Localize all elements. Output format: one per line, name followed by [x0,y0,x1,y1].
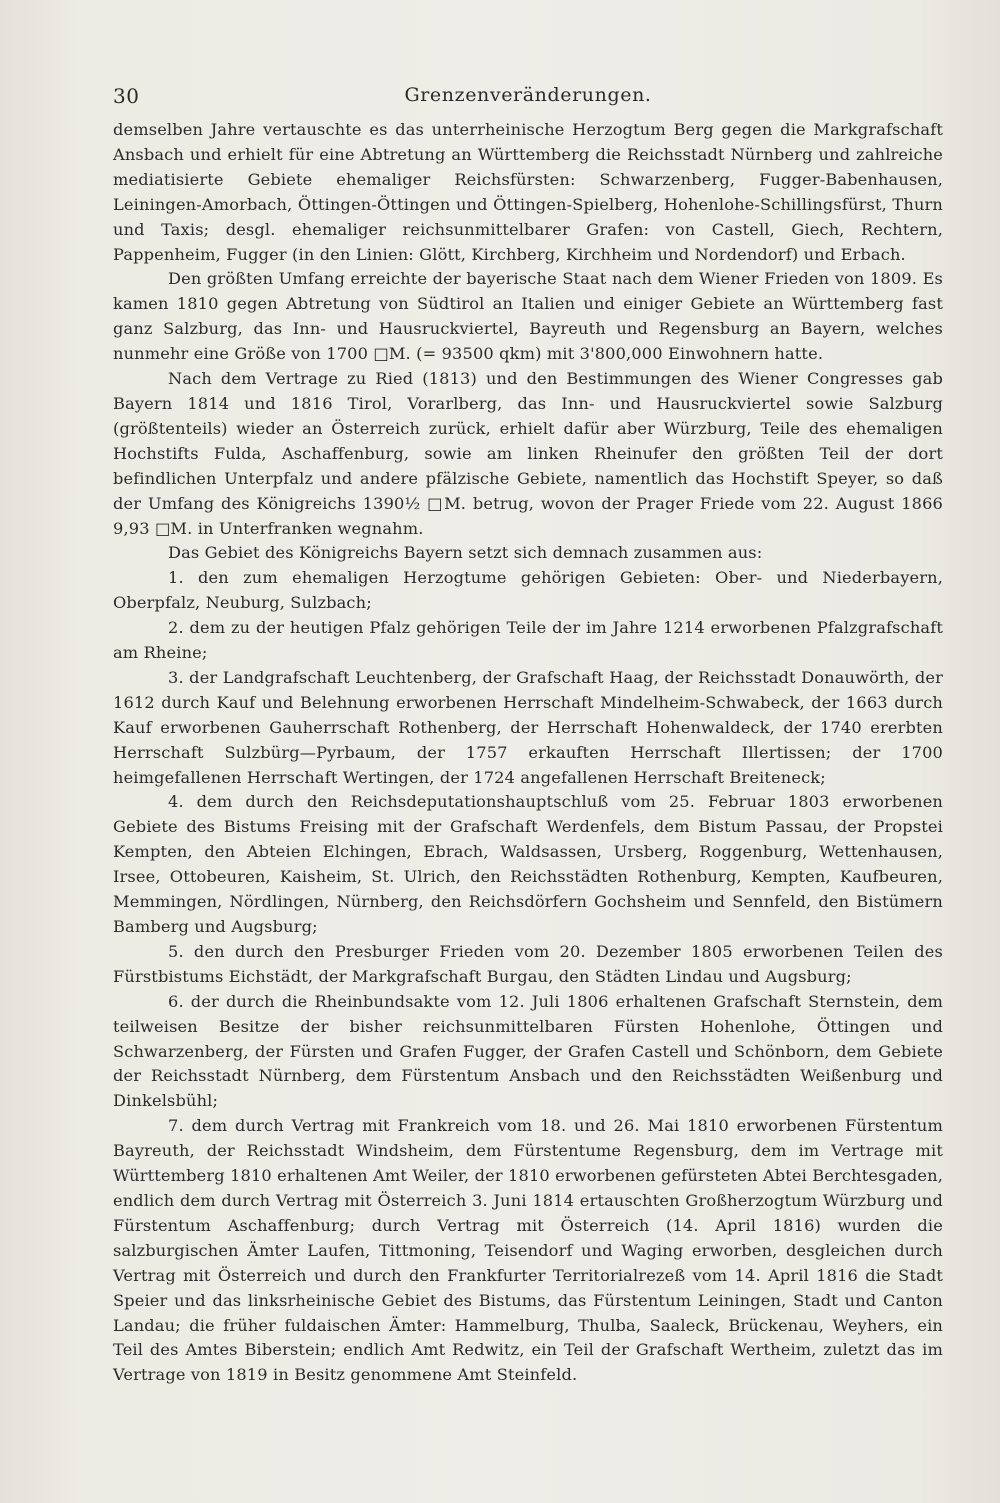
list-item: 2. dem zu der heutigen Pfalz gehörigen Teile der im Jahre 1214 erworbenen Pfalzgrafschaft am Rheine; [113,618,943,663]
page-header [113,84,943,114]
paragraph-gebiet-intro: Das Gebiet des Königreichs Bayern setzt sich demnach zusammen aus: [168,543,763,563]
list-item: 6. der durch die Rheinbundsakte vom 12. Juli 1806 erhaltenen Grafschaft Sternstein, dem teilweisen Besitze der bisher reichsunmittelbaren Fürsten Hohenlohe, Öttingen und Schwarzenberg, der Fürsten und Grafen Fugger, der Grafen Castell und Schönborn, dem Gebiete der Reichsstadt Nürnberg, dem Fürstentum Ansbach und den Reichsstädten Weißenburg und Dinkelsbühl; [113,991,943,1111]
list-item: 1. den zum ehemaligen Herzogtume gehörigen Gebieten: Ober- und Niederbayern, Oberpfalz, Neuburg, Sulzbach; [113,568,943,613]
running-title: Grenzenveränderungen. [404,84,652,106]
page-number: 30 [113,84,140,108]
body-text [113,118,943,1388]
list-item: 4. dem durch den Reichsdeputationshauptschluß vom 25. Februar 1803 erworbenen Gebiete des Bistums Freising mit der Grafschaft Werdenfels, dem Bistum Passau, der Propstei Kempten, den Abteien Elchingen, Ebrach, Waldsassen, Ursberg, Roggenburg, Wettenhausen, Irsee, Ottobeuren, Kaisheim, St. Ulrich, den Reichsstädten Rothenburg, Kempten, Kaufbeuren, Memmingen, Nördlingen, Nürnberg, den Reichsdörfern Gochsheim und Sennfeld, den Bistümern Bamberg und Augsburg; [113,792,943,936]
paragraph-continuation: demselben Jahre vertauschte es das unterrheinische Herzogtum Berg gegen die Markgrafschaft Ansbach und erhielt für eine Abtretung an Württemberg die Reichsstadt Nürnberg und zahlreiche mediatisierte Gebiete ehemaliger Reichsfürsten: Schwarzenberg, Fugger-Babenhausen, Leiningen-Amorbach, Öttingen-Öttingen und Öttingen-Spielberg, Hohenlohe-Schillingsfürst, Thurn und Taxis; desgl. ehemaliger reichsunmittelbarer Grafen: von Castell, Giech, Rechtern, Pappenheim, Fugger (in den Linien: Glött, Kirchberg, Kirchheim und Nordendorf) und Erbach. [113,120,943,264]
paragraph-vertrag-ried: Nach dem Vertrage zu Ried (1813) und den Bestimmungen des Wiener Congresses gab Bayern 1814 und 1816 Tirol, Vorarlberg, das Inn- und Hausruckviertel sowie Salzburg (größtenteils) wieder an Österreich zurück, erhielt dafür aber Würzburg, Teile des ehemaligen Hochstifts Fulda, Aschaffenburg, sowie am linken Rheinufer den größten Teil der dort befindlichen Unterpfalz und andere pfälzische Gebiete, namentlich das Hochstift Speyer, so daß der Umfang des Königreichs 1390½ □M. betrug, wovon der Prager Friede vom 22. August 1866 9,93 □M. in Unterfranken wegnahm. [113,369,943,538]
paragraph-wiener-frieden: Den größten Umfang erreichte der bayerische Staat nach dem Wiener Frieden von 1809. Es kamen 1810 gegen Abtretung von Südtirol an Italien und einiger Gebiete an Württemberg fast ganz Salzburg, das Inn- und Hausruckviertel, Bayreuth und Regensburg an Bayern, welches nunmehr eine Größe von 1700 □M. (= 93500 qkm) mit 3'800,000 Einwohnern hatte. [113,269,943,364]
list-item: 3. der Landgrafschaft Leuchtenberg, der Grafschaft Haag, der Reichsstadt Donauwörth, der 1612 durch Kauf und Belehnung erworbenen Herrschaft Mindelheim-Schwabeck, der 1663 durch Kauf erworbenen Gauherrschaft Rothenberg, der Herrschaft Hohenwaldeck, der 1740 ererbten Herrschaft Sulzbürg—Pyrbaum, der 1757 erkauften Herrschaft Illertissen; der 1700 heimgefallenen Herrschaft Wertingen, der 1724 angefallenen Herrschaft Breiteneck; [113,667,943,787]
list-item: 5. den durch den Presburger Frieden vom 20. Dezember 1805 erworbenen Teilen des Fürstbistums Eichstädt, der Markgrafschaft Burgau, den Städten Lindau und Augsburg; [113,941,943,986]
list-item: 7. dem durch Vertrag mit Frankreich vom 18. und 26. Mai 1810 erworbenen Fürstentum Bayreuth, der Reichsstadt Windsheim, dem Fürstentume Regensburg, dem im Vertrage mit Württemberg 1810 erhaltenen Amt Weiler, der 1810 erworbenen gefürsteten Abtei Berchtesgaden, endlich dem durch Vertrag mit Österreich 3. Juni 1814 ertauschten Großherzogtum Würzburg und Fürstentum Aschaffenburg; durch Vertrag mit Österreich (14. April 1816) wurden die salzburgischen Ämter Laufen, Tittmoning, Teisendorf und Waging erworben, desgleichen durch Vertrag mit Österreich und durch den Frankfurter Territorialrezeß vom 14. April 1816 die Stadt Speier und das linksrheinische Gebiet des Bistums, das Fürstentum Leiningen, Stadt und Canton Landau; die früher fuldaischen Ämter: Hammelburg, Thulba, Saaleck, Brückenau, Weyhers, ein Teil des Amtes Biberstein; endlich Amt Redwitz, ein Teil der Grafschaft Wertheim, zuletzt das im Vertrage von 1819 in Besitz genommene Amt Steinfeld. [113,1116,943,1385]
